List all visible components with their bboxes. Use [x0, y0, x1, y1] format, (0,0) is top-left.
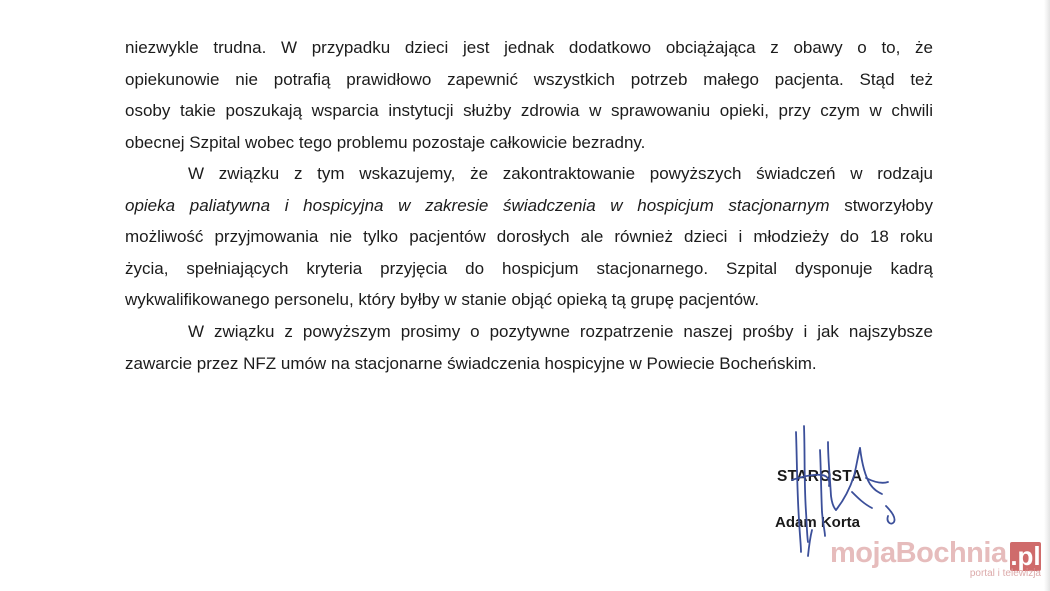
letter-paragraph-3 — [125, 316, 933, 379]
watermark-brand: mojaBochnia — [830, 537, 1007, 569]
paragraph-line: obecnej Szpital wobec tego problemu pozostaje całkowicie bezradny. — [125, 132, 646, 152]
letter-paragraph-2 — [125, 158, 933, 316]
paragraph-line: zawarcie przez NFZ umów na stacjonarne świadczenia hospicyjne w Powiecie Bocheńskim. — [125, 353, 817, 373]
signatory-name: Adam Korta — [775, 514, 861, 531]
paragraph-line: W związku z tym wskazujemy, że zakontraktowanie powyższych świadczeń w rodzaju — [188, 164, 933, 183]
italic-service-name: opieka paliatywna i hospicyjna w zakresie świadczenia w hospicjum stacjonarnym — [125, 195, 830, 215]
paragraph-line: możliwość przyjmowania nie tylko pacjentów dorosłych ale również dzieci i młodzieży do 18 roku — [125, 227, 933, 247]
paragraph-line-rest: stworzyłoby — [829, 195, 933, 215]
letter-paragraph-1 — [125, 32, 933, 158]
watermark-badge: .pl — [1010, 541, 1041, 571]
watermark-subtitle: portal i telewizja — [969, 568, 1041, 579]
paragraph-line: niezwykle trudna. W przypadku dzieci jest jednak dodatkowo obciążająca z obawy o to, że — [125, 38, 933, 57]
paragraph-line: opiekunowie nie potrafią prawidłowo zapewnić wszystkich potrzeb małego pacjenta. Stąd też — [125, 69, 933, 89]
site-watermark — [830, 537, 1045, 587]
page-edge-shadow — [1044, 0, 1050, 591]
paragraph-line: życia, spełniających kryteria przyjęcia do hospicjum stacjonarnego. Szpital dysponuje kadrą — [125, 258, 933, 278]
signatory-title: STAROSTA — [777, 468, 863, 485]
paragraph-line-mixed — [125, 190, 933, 222]
paragraph-line: W związku z powyższym prosimy o pozytywne rozpatrzenie naszej prośby i jak najszybsze — [188, 322, 933, 341]
paragraph-line: osoby takie poszukają wsparcia instytucji służby zdrowia w sprawowaniu opieki, przy czym w chwili — [125, 101, 933, 121]
paragraph-line: wykwalifikowanego personelu, który byłby w stanie objąć opieką tą grupę pacjentów. — [125, 290, 760, 310]
